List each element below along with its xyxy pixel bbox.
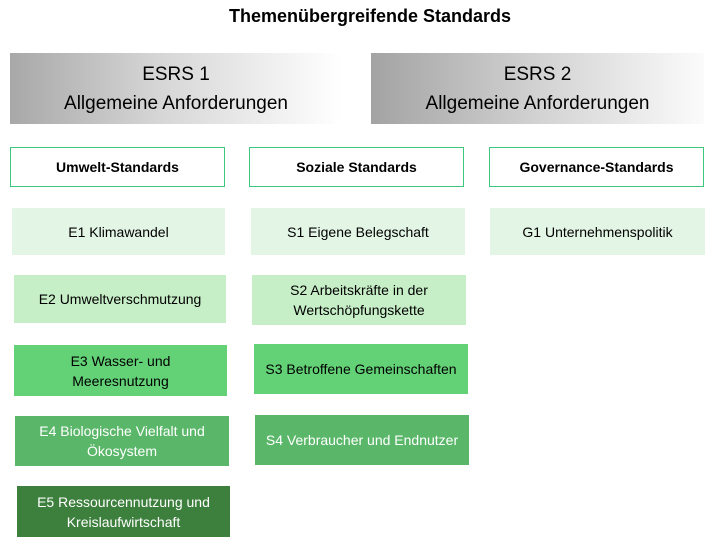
esrs1-label: Allgemeine Anforderungen <box>64 92 288 114</box>
category-governance: Governance-Standards <box>489 147 704 187</box>
standard-s1-line1: S1 Eigene Belegschaft <box>287 223 429 240</box>
category-environment: Umwelt-Standards <box>10 147 225 187</box>
standard-s3 <box>254 344 468 394</box>
standard-e3 <box>14 345 227 396</box>
standard-e5-line2: Kreislaufwirtschaft <box>66 513 181 530</box>
standard-e3-line1: E3 Wasser- und <box>70 352 171 369</box>
esrs2-label: Allgemeine Anforderungen <box>425 92 650 114</box>
standard-s2-line1: S2 Arbeitskräfte in der <box>290 282 428 298</box>
esrs2-block <box>371 53 704 124</box>
standard-e5-line1: E5 Ressourcennutzung und <box>37 493 210 510</box>
standard-g1 <box>490 208 705 255</box>
standard-s2 <box>252 275 466 325</box>
standard-s3-line1: S3 Betroffene Gemeinschaften <box>265 361 457 377</box>
standard-s4-line1: S4 Verbraucher und Endnutzer <box>265 432 459 448</box>
standard-e5 <box>17 486 230 537</box>
standard-e4-line1: E4 Biologische Vielfalt und <box>39 423 205 439</box>
standard-g1-line1: G1 Unternehmenspolitik <box>522 223 673 240</box>
esrs1-block <box>10 53 342 124</box>
standard-e3-line2: Meeresnutzung <box>72 372 169 389</box>
page-title: Themenübergreifende Standards <box>228 6 512 26</box>
standard-s4 <box>255 415 469 465</box>
standard-e2 <box>14 275 226 323</box>
esrs2-code: ESRS 2 <box>503 63 572 85</box>
standard-e4 <box>15 416 229 466</box>
standard-e4-line2: Ökosystem <box>86 443 157 459</box>
category-social: Soziale Standards <box>249 147 464 187</box>
standard-e1 <box>12 208 225 255</box>
standard-e1-line1: E1 Klimawandel <box>68 223 169 240</box>
standard-e2-line1: E2 Umweltverschmutzung <box>38 291 202 307</box>
standard-s2-line2: Wertschöpfungskette <box>293 302 425 318</box>
esrs1-code: ESRS 1 <box>142 63 210 85</box>
standard-s1 <box>251 208 465 255</box>
